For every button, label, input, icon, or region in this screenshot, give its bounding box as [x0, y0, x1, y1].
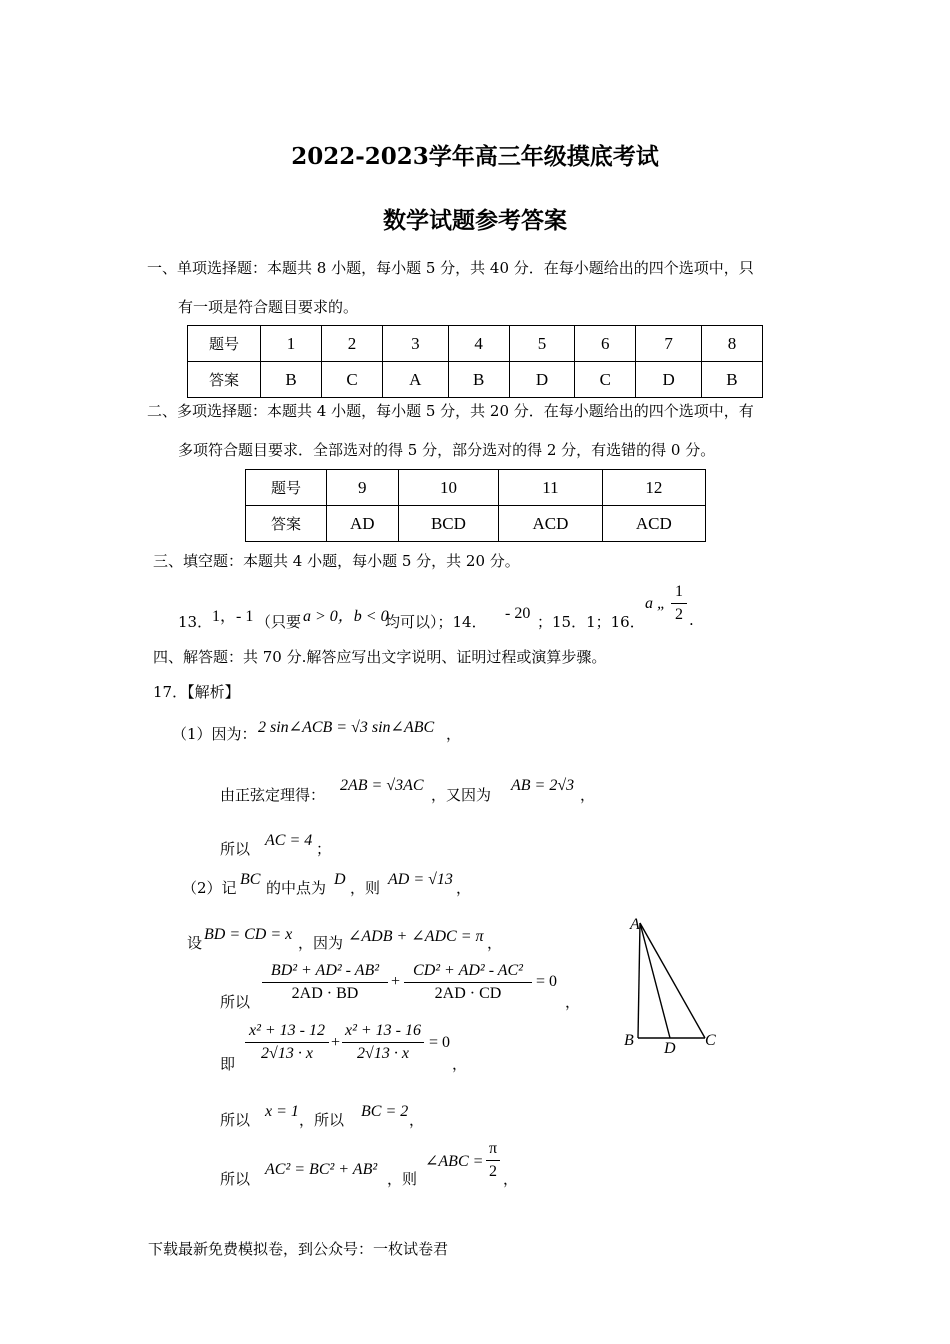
punctuation: ， [580, 786, 596, 804]
punctuation: ， [503, 1170, 519, 1188]
question-number: 8 [701, 326, 762, 362]
punctuation: ， [409, 1111, 425, 1129]
row-label: 题号 [246, 470, 327, 506]
row-label: 答案 [246, 506, 327, 542]
angle-sum-equation: ∠ADB + ∠ADC = π [348, 928, 484, 945]
fraction-bar [342, 1042, 424, 1043]
triangle-figure [600, 905, 740, 1065]
angle-abc-label: ∠ABC = [425, 1153, 484, 1170]
ac-result: AC = 4 [265, 832, 313, 849]
question-number: 4 [448, 326, 509, 362]
fraction-denominator: 2AD · CD [434, 985, 502, 1002]
fraction-bar [486, 1160, 500, 1161]
point-d-label: D [664, 1040, 676, 1057]
fraction-denominator: 2AD · BD [291, 985, 359, 1002]
sec1-instruction-line1: 一、单项选择题：本题共 8 小题，每小题 5 分，共 40 分．在每小题给出的四个选项中，只 [147, 259, 754, 277]
pi-half-fraction [486, 1140, 500, 1181]
sec4-instruction: 四、解答题：共 70 分.解答应写出文字说明、证明过程或演算步骤。 [153, 648, 607, 666]
namely-text: 即 [220, 1055, 236, 1073]
q14-answer: - 20 [505, 605, 531, 622]
answer-cell: ACD [602, 506, 705, 542]
sine-law-equation: 2AB = √3AC [340, 777, 424, 794]
answer-cell: C [575, 362, 636, 398]
cosine-fraction-1 [262, 962, 388, 1003]
q13-label: 13． [178, 613, 213, 631]
vertex-b-label: B [624, 1032, 634, 1049]
row-label: 题号 [188, 326, 261, 362]
multi-choice-answer-table [245, 469, 706, 542]
answer-key-title: 数学试题参考答案 [383, 207, 567, 234]
question-number: 5 [509, 326, 575, 362]
sec3-instruction: 三、填空题：本题共 4 小题，每小题 5 分，共 20 分。 [153, 552, 520, 570]
fraction-denominator: 2√13 · x [357, 1045, 409, 1062]
single-choice-answer-table [187, 325, 763, 398]
q13-note-start: （只要 [256, 613, 302, 631]
q15-q16-text: ；15．1；16． [537, 613, 645, 631]
q16-fraction [671, 583, 687, 624]
footer-note: 下载最新免费模拟卷，到公众号：一枚试卷君 [148, 1240, 449, 1258]
question-number: 6 [575, 326, 636, 362]
answer-cell: D [509, 362, 575, 398]
answer-cell: B [261, 362, 322, 398]
ad-value-equation: AD = √13 [388, 871, 453, 888]
vertex-a-label: A [630, 916, 640, 933]
fraction-numerator: BD² + AD² - AB² [270, 962, 380, 979]
table-row [246, 506, 706, 542]
q16-end: . [689, 611, 694, 629]
punctuation: ， [456, 879, 472, 897]
substituted-fraction-2 [342, 1022, 424, 1063]
then-text: ，则 [350, 879, 381, 897]
exam-title: 2022-2023学年高三年级摸底考试 [291, 143, 659, 170]
bd-cd-equation: BD = CD = x [204, 926, 293, 943]
pythagorean-equation: AC² = BC² + AB² [265, 1161, 378, 1178]
table-row [188, 362, 763, 398]
question-number: 9 [327, 470, 399, 506]
bc-result: BC = 2 [361, 1103, 409, 1120]
q16-answer-var: a „ [645, 595, 666, 612]
fraction-bar [262, 982, 388, 983]
therefore-text: 所以 [220, 993, 251, 1011]
answer-cell: B [448, 362, 509, 398]
side-ac [640, 923, 705, 1038]
then-text: ，则 [387, 1170, 418, 1188]
fraction-denominator: 2 [675, 606, 683, 623]
question-number: 2 [322, 326, 383, 362]
plus-sign: + [331, 1034, 341, 1051]
question-number: 10 [398, 470, 499, 506]
vertex-c-label: C [705, 1032, 716, 1049]
punctuation: ， [452, 1055, 468, 1073]
punctuation: ； [316, 840, 332, 858]
also-because-text: ，又因为 [431, 786, 492, 804]
equals-zero: = 0 [429, 1034, 451, 1051]
answer-cell: D [636, 362, 702, 398]
question-number: 1 [261, 326, 322, 362]
punctuation: ， [487, 934, 503, 952]
part1-equation: 2 sin∠ACB = √3 sin∠ABC [258, 719, 435, 736]
x-result: x = 1 [265, 1103, 299, 1120]
answer-cell: C [322, 362, 383, 398]
q13-answer: 1，- 1 [212, 608, 254, 625]
segment-bc: BC [240, 871, 261, 888]
answer-cell: BCD [398, 506, 499, 542]
fraction-bar [404, 982, 532, 983]
punctuation: ， [446, 725, 462, 743]
row-label: 答案 [188, 362, 261, 398]
part2-label: （2）记 [182, 879, 237, 897]
fraction-denominator: 2 [489, 1163, 497, 1180]
fraction-numerator: CD² + AD² - AC² [413, 962, 523, 979]
q17-heading: 17．【解析】 [153, 683, 240, 701]
fraction-numerator: x² + 13 - 12 [248, 1022, 326, 1039]
fraction-denominator: 2√13 · x [261, 1045, 313, 1062]
substituted-fraction-1 [245, 1022, 329, 1063]
side-ab [638, 923, 640, 1038]
q13-condition: a > 0，b < 0 [303, 608, 389, 625]
answer-cell: A [383, 362, 449, 398]
plus-sign: + [391, 973, 401, 990]
cosine-fraction-2 [404, 962, 532, 1003]
fraction-numerator: x² + 13 - 16 [344, 1022, 422, 1039]
sec2-instruction-line1: 二、多项选择题：本题共 4 小题，每小题 5 分，共 20 分．在每小题给出的四个选项中，有 [147, 402, 754, 420]
median-ad [640, 923, 670, 1038]
answer-cell: AD [327, 506, 399, 542]
punctuation: ， [565, 993, 581, 1011]
question-number: 7 [636, 326, 702, 362]
answer-cell: ACD [499, 506, 602, 542]
sine-law-text: 由正弦定理得： [220, 786, 326, 804]
table-row [188, 326, 763, 362]
fraction-bar [671, 603, 687, 604]
sec1-instruction-line2: 有一项是符合题目要求的。 [178, 298, 359, 316]
answer-cell: B [701, 362, 762, 398]
therefore-text: 所以 [220, 840, 251, 858]
therefore-text: 所以 [220, 1170, 251, 1188]
therefore-text: 所以 [220, 1111, 251, 1129]
let-text: 设 [187, 934, 203, 952]
sec2-instruction-line2: 多项符合题目要求．全部选对的得 5 分，部分选对的得 2 分，有选错的得 0 分。 [178, 441, 716, 459]
fraction-numerator: 1 [675, 583, 683, 600]
ab-value-equation: AB = 2√3 [511, 777, 575, 794]
table-row [246, 470, 706, 506]
q13-note-end: 均可以）；14． [385, 613, 487, 631]
part1-label: （1）因为： [172, 725, 257, 743]
point-d: D [334, 871, 346, 888]
because-text: ，因为 [298, 934, 344, 952]
equals-zero: = 0 [536, 973, 558, 990]
question-number: 3 [383, 326, 449, 362]
midpoint-text: 的中点为 [266, 879, 327, 897]
fraction-numerator: π [488, 1140, 498, 1157]
fraction-bar [245, 1042, 329, 1043]
question-number: 11 [499, 470, 602, 506]
therefore-text: ，所以 [299, 1111, 345, 1129]
question-number: 12 [602, 470, 705, 506]
